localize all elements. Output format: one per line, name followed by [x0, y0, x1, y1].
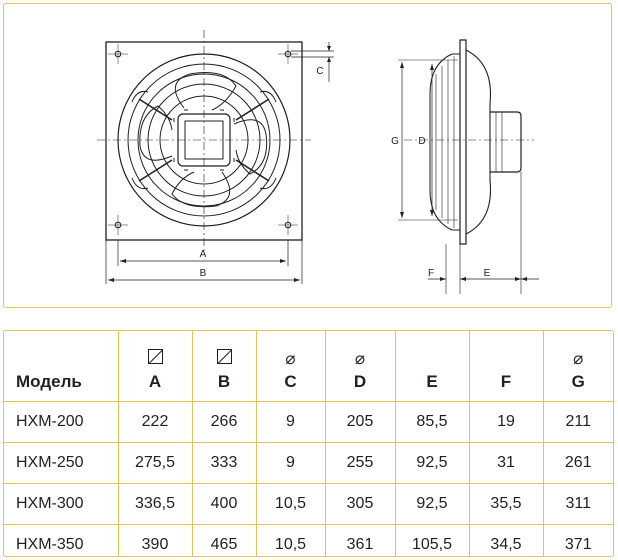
cell-model: HXM-350 [4, 525, 118, 558]
cell-g: 371 [543, 525, 613, 558]
cell-d: 305 [325, 484, 395, 525]
label-f: F [427, 268, 435, 279]
technical-drawing [3, 3, 612, 308]
cell-model: HXM-300 [4, 484, 118, 525]
diameter-icon: ⌀ [285, 349, 296, 368]
cell-d: 205 [325, 402, 395, 443]
cell-e: 105,5 [395, 525, 469, 558]
header-c: ⌀ C [256, 331, 325, 402]
cell-e: 92,5 [395, 443, 469, 484]
fan-blade [140, 106, 172, 160]
cell-f: 31 [469, 443, 543, 484]
cell-f: 34,5 [469, 525, 543, 558]
side-motor-details [496, 112, 502, 172]
label-b: B [199, 268, 207, 279]
cell-c: 10,5 [256, 525, 325, 558]
header-f: F [469, 331, 543, 402]
diameter-icon: ⌀ [573, 349, 584, 368]
cell-a: 390 [118, 525, 192, 558]
cell-model: HXM-200 [4, 402, 118, 443]
cell-e: 85,5 [395, 402, 469, 443]
cell-a: 222 [118, 402, 192, 443]
header-e: E [395, 331, 469, 402]
front-view [97, 30, 334, 284]
square-diagonal-icon [193, 349, 256, 368]
table-header-row [4, 331, 613, 402]
cell-e: 92,5 [395, 484, 469, 525]
spec-table-frame [3, 330, 614, 557]
diameter-icon: ⌀ [354, 349, 366, 368]
guard-wires-side [436, 56, 454, 228]
cell-g: 211 [543, 402, 613, 443]
header-a: A [118, 331, 192, 402]
header-model: Модель [16, 372, 82, 391]
cell-g: 311 [543, 484, 613, 525]
square-diagonal-icon [119, 349, 192, 368]
cell-g: 261 [543, 443, 613, 484]
cell-b: 465 [192, 525, 256, 558]
cell-c: 10,5 [256, 484, 325, 525]
cell-a: 336,5 [118, 484, 192, 525]
spec-table [4, 331, 613, 557]
cell-c: 9 [256, 443, 325, 484]
fan-blade [234, 120, 267, 174]
cell-b: 400 [192, 484, 256, 525]
cell-model: HXM-250 [4, 443, 118, 484]
table-row [4, 443, 613, 484]
table-row [4, 525, 613, 558]
label-a: A [199, 249, 207, 260]
label-e: E [483, 268, 491, 279]
side-motor [490, 112, 521, 172]
label-g: G [391, 136, 399, 147]
cell-b: 333 [192, 443, 256, 484]
table-row [4, 402, 613, 443]
header-d: ⌀ D [325, 331, 395, 402]
label-c: C [316, 66, 324, 77]
cell-d: 255 [325, 443, 395, 484]
cell-f: 35,5 [469, 484, 543, 525]
dimension-arrows [327, 46, 331, 62]
cell-d: 361 [325, 525, 395, 558]
cell-c: 9 [256, 402, 325, 443]
header-g: ⌀ G [543, 331, 613, 402]
header-b: B [192, 331, 256, 402]
side-view [398, 40, 539, 294]
side-plate [460, 40, 466, 244]
label-d: D [418, 136, 426, 147]
table-row [4, 484, 613, 525]
cell-a: 275,5 [118, 443, 192, 484]
centerline [97, 30, 311, 252]
fan-drawing-svg [4, 4, 613, 309]
side-guard [430, 54, 460, 230]
side-housing [466, 50, 491, 234]
cell-f: 19 [469, 402, 543, 443]
cell-b: 266 [192, 402, 256, 443]
